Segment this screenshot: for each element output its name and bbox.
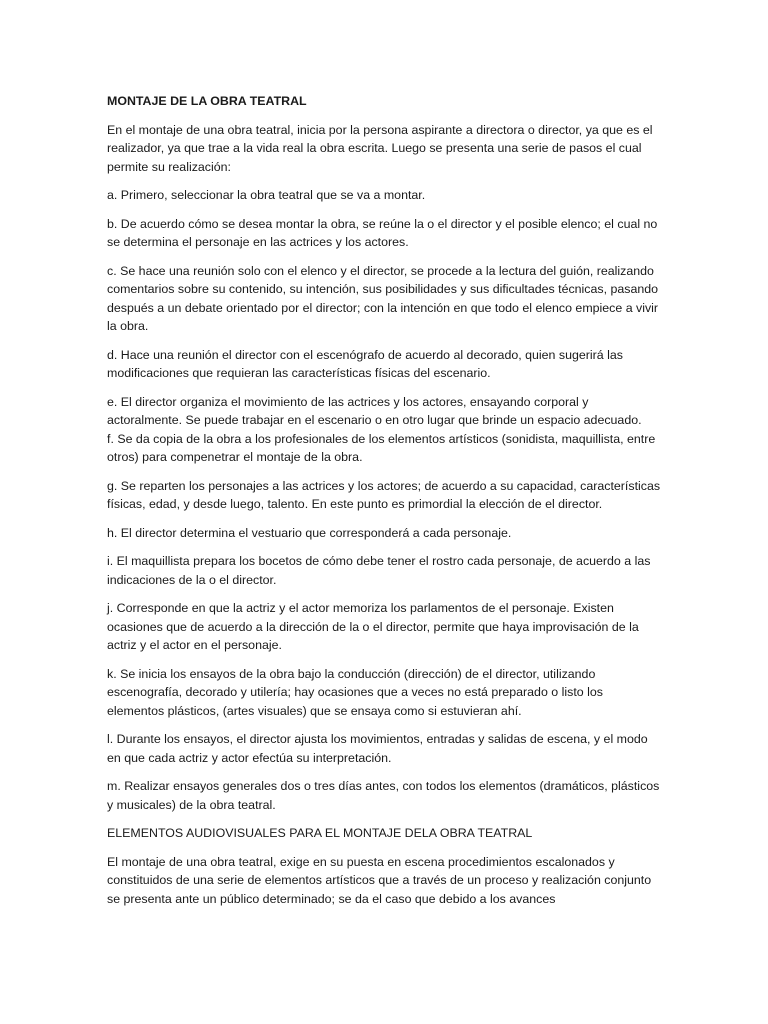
step-e: e. El director organiza el movimiento de las actrices y los actores, ensayando corporal y actoralmente. Se puede trabajar en el escenario o en otro lugar que brinde un espacio adecuado. [107,394,642,427]
step-b: b. De acuerdo cómo se desea montar la obra, se reúne la o el director y el posible elenco; el cual no se determina el personaje en las actrices y los actores. [107,216,658,249]
document-title: MONTAJE DE LA OBRA TEATRAL [107,94,307,108]
intro-paragraph: En el montaje de una obra teatral, inicia por la persona aspirante a directora o director, ya que es el realizador, ya que trae a la vida real la obra escrita. Luego se presenta una serie de pasos el cual permite su realización: [107,122,653,174]
step-g: g. Se reparten los personajes a las actrices y los actores; de acuerdo a su capacidad, características físicas, edad, y desde luego, talento. En este punto es primordial la elección de el director. [107,478,661,511]
step-l: l. Durante los ensayos, el director ajusta los movimientos, entradas y salidas de escena, y el modo en que cada actriz y actor efectúa su interpretación. [107,732,648,765]
document-body [107,92,663,918]
section-2-title: ELEMENTOS AUDIOVISUALES PARA EL MONTAJE DELA OBRA TEATRAL [107,826,533,840]
step-d: d. Hace una reunión el director con el escenógrafo de acuerdo al decorado, quien sugerirá las modificaciones que requieran las características físicas del escenario. [107,347,623,380]
step-k: k. Se inicia los ensayos de la obra bajo la conducción (dirección) de el director, utilizando escenografía, decorado y utilería; hay ocasiones que a veces no está preparado o listo los elementos plásticos, (artes visuales) que se ensaya como si estuvieran ahí. [107,666,603,718]
step-h: h. El director determina el vestuario que corresponderá a cada personaje. [107,525,512,540]
section-2-paragraph: El montaje de una obra teatral, exige en su puesta en escena procedimientos escalonados y constituidos de una serie de elementos artísticos que a través de un proceso y realización conjunto se presenta ante un público determinado; se da el caso que debido a los avances [107,854,652,906]
step-m: m. Realizar ensayos generales dos o tres días antes, con todos los elementos (dramáticos, plásticos y musicales) de la obra teatral. [107,779,660,812]
step-i: i. El maquillista prepara los bocetos de cómo debe tener el rostro cada personaje, de acuerdo a las indicaciones de la o el director. [107,554,651,587]
step-f: f. Se da copia de la obra a los profesionales de los elementos artísticos (sonidista, maquillista, entre otros) para compenetrar el montaje de la obra. [107,431,656,464]
step-j: j. Corresponde en que la actriz y el actor memoriza los parlamentos de el personaje. Existen ocasiones que de acuerdo a la dirección de la o el director, permite que haya improvisación de la actriz y el actor en el personaje. [107,601,639,652]
step-a: a. Primero, seleccionar la obra teatral que se va a montar. [107,188,426,202]
step-c: c. Se hace una reunión solo con el elenco y el director, se procede a la lectura del guión, realizando comentarios sobre su contenido, su intención, sus posibilidades y sus dificultades técnicas, pasando después a un debate orientado por el director; con la intención en que todo el elenco empiece a vivir la obra. [107,263,659,333]
